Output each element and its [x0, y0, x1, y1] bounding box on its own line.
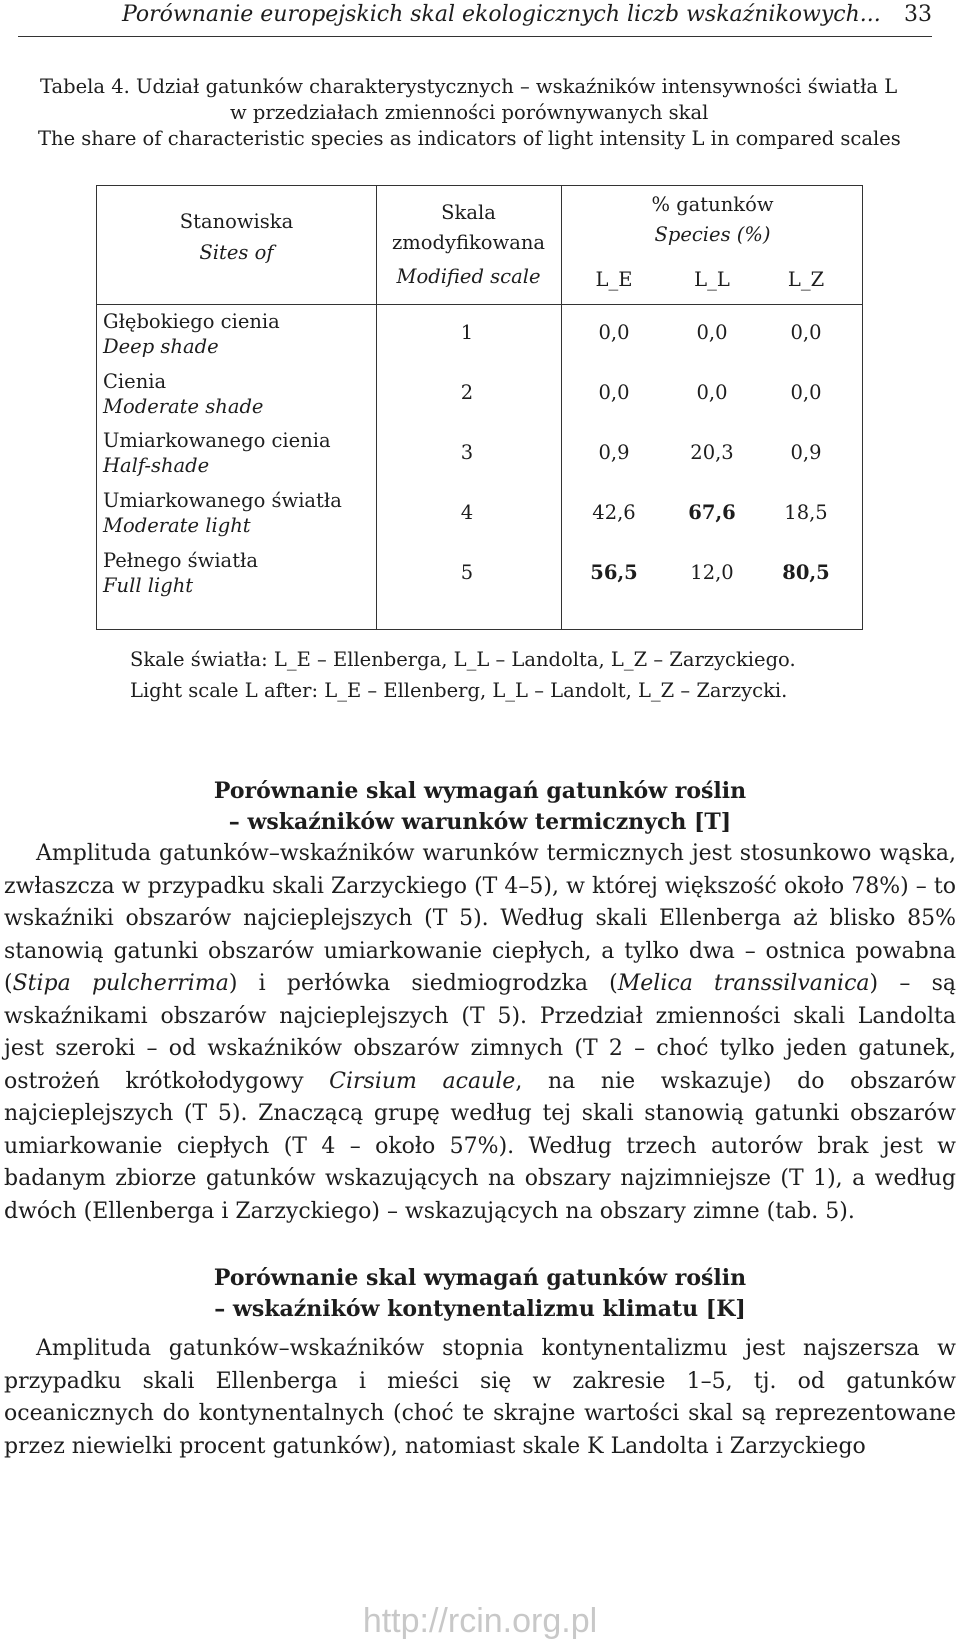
row-label-en: Moderate light	[103, 514, 251, 537]
row-scale: 2	[460, 381, 474, 404]
section-heading-line2: – wskaźników warunków termicznych [T]	[228, 809, 732, 835]
species-name: Cirsium acaule	[329, 1068, 516, 1094]
section-heading-line2: – wskaźników kontynentalizmu klimatu [K]	[214, 1296, 746, 1322]
row-value-lz: 80,5	[782, 561, 830, 584]
paragraph-text: Amplituda gatunków–wskaźników warunków termicznych jest stosunkowo wąska, zwłaszcza w przypadku skali Zarzyckiego (T 4–5), w której większość około 78%) – to wskaźniki obszarów najcieplejszych (T 5). Według skali Ellenberga aż blisko 85% stanowią gatunki obszarów umiarkowanie ciepłych, a tylko dwa – ostnica powabna (	[4, 841, 956, 996]
row-label-en: Moderate shade	[103, 395, 264, 418]
row-value-lz: 0,0	[790, 381, 822, 404]
head-percent	[561, 190, 864, 250]
col-header-lz: L_Z	[787, 268, 825, 291]
col-header-ll: L_L	[694, 268, 730, 291]
row-value-ll: 12,0	[690, 561, 734, 584]
section-heading-line1: Porównanie skal wymagań gatunków roślin	[213, 778, 747, 804]
table-note-pl: Skale światła: L_E – Ellenberga, L_L – Landolta, L_Z – Zarzyckiego.	[130, 648, 796, 671]
head-sites-pl: Stanowiska	[179, 210, 294, 233]
row-value-ll: 67,6	[688, 501, 736, 524]
table-caption	[40, 74, 920, 152]
table-row-label	[103, 488, 342, 538]
row-value-ll: 0,0	[696, 321, 728, 344]
head-percent-en: Species (%)	[654, 223, 771, 246]
row-label-en: Full light	[103, 574, 194, 597]
caption-en: The share of characteristic species as indicators of light intensity L in compared scales	[38, 127, 901, 150]
head-scale	[376, 198, 561, 292]
light-intensity-table	[96, 185, 863, 630]
row-value-ll: 0,0	[696, 381, 728, 404]
head-percent-pl: % gatunków	[651, 193, 774, 216]
row-label-pl: Umiarkowanego cienia	[103, 429, 331, 452]
row-label-pl: Cienia	[103, 370, 167, 393]
table-header-rule	[97, 304, 862, 305]
table-row-label	[103, 548, 258, 598]
head-scale-pl-2: zmodyfikowana	[391, 231, 546, 254]
table-row-label	[103, 428, 331, 478]
head-sites-en: Sites of	[199, 241, 274, 264]
footer-url: http://rcin.org.pl	[362, 1602, 598, 1640]
species-name: Stipa pulcherrima	[12, 971, 229, 996]
row-value-le: 0,0	[598, 381, 630, 404]
caption-pl-line2: w przedziałach zmienności porównywanych skal	[230, 101, 709, 124]
col-header-le: L_E	[595, 268, 633, 291]
paragraph-text: , na nie wskazuje) do obszarów najcieplejszych (T 5). Znaczącą grupę według tej skali stanowią gatunki obszarów umiarkowanie ciepłych (T 4 – około 57%). Według trzech autorów brak jest w badanym zbiorze gatunków wskazujących na obszary najzimniejsze (T 1), a według dwóch (Ellenberga i Zarzyckiego) – wskazujących na obszary zimne (tab. 5).	[4, 1068, 956, 1224]
paragraph-text: ) – są wskaźnikami obszarów najcieplejszych (T 5). Przedział zmienności skali Landolta jest szeroki – od wskaźników obszarów zimnych (T 2 – choć tylko jeden gatunek, ostrożeń krótkołodygowy	[4, 971, 956, 1094]
table-note-en: Light scale L after: L_E – Ellenberg, L_L – Landolt, L_Z – Zarzycki.	[130, 679, 788, 702]
paragraph-text: ) i perłówka siedmiogrodzka (	[228, 971, 618, 996]
species-name: Melica transsilvanica	[617, 971, 870, 996]
paragraph-thermal	[4, 838, 956, 1228]
running-title: Porównanie europejskich skal ekologicznych liczb wskaźnikowych...	[122, 2, 881, 27]
row-value-le: 56,5	[590, 561, 638, 584]
row-scale: 4	[460, 501, 474, 524]
running-header	[18, 0, 932, 37]
paragraph-continentality: Amplituda gatunków–wskaźników stopnia kontynentalizmu jest najszersza w przypadku skali Ellenberga i mieści się w zakresie 1–5, tj. od gatunków oceanicznych do kontynentalnych (choć te skrajne wartości skal są reprezentowane przez niewielki procent gatunków), natomiast skale K Landolta i Zarzyckiego	[4, 1336, 956, 1459]
row-label-en: Deep shade	[103, 335, 219, 358]
table-row-label	[103, 309, 280, 359]
section-heading-thermal	[0, 776, 960, 838]
row-label-pl: Głębokiego cienia	[103, 310, 280, 333]
row-label-en: Half-shade	[103, 454, 210, 477]
row-value-ll: 20,3	[690, 441, 734, 464]
row-scale: 3	[460, 441, 474, 464]
row-label-pl: Umiarkowanego światła	[103, 489, 342, 512]
row-value-lz: 0,9	[790, 441, 822, 464]
row-value-le: 0,9	[598, 441, 630, 464]
head-sites	[97, 210, 376, 264]
head-scale-en: Modified scale	[396, 265, 541, 288]
row-scale: 5	[460, 561, 474, 584]
row-value-lz: 0,0	[790, 321, 822, 344]
table-row-label	[103, 369, 263, 419]
row-value-lz: 18,5	[784, 501, 828, 524]
row-label-pl: Pełnego światła	[103, 549, 258, 572]
row-value-le: 42,6	[592, 501, 636, 524]
row-scale: 1	[460, 321, 474, 344]
caption-pl-line1: Tabela 4. Udział gatunków charakterystycznych – wskaźników intensywności światła L	[40, 75, 898, 98]
page-number: 33	[904, 2, 932, 27]
section-heading-continentality	[0, 1263, 960, 1325]
table-divider-2	[561, 186, 562, 629]
row-value-le: 0,0	[598, 321, 630, 344]
head-scale-pl-1: Skala	[441, 201, 496, 224]
section-heading-line1: Porównanie skal wymagań gatunków roślin	[213, 1265, 747, 1291]
